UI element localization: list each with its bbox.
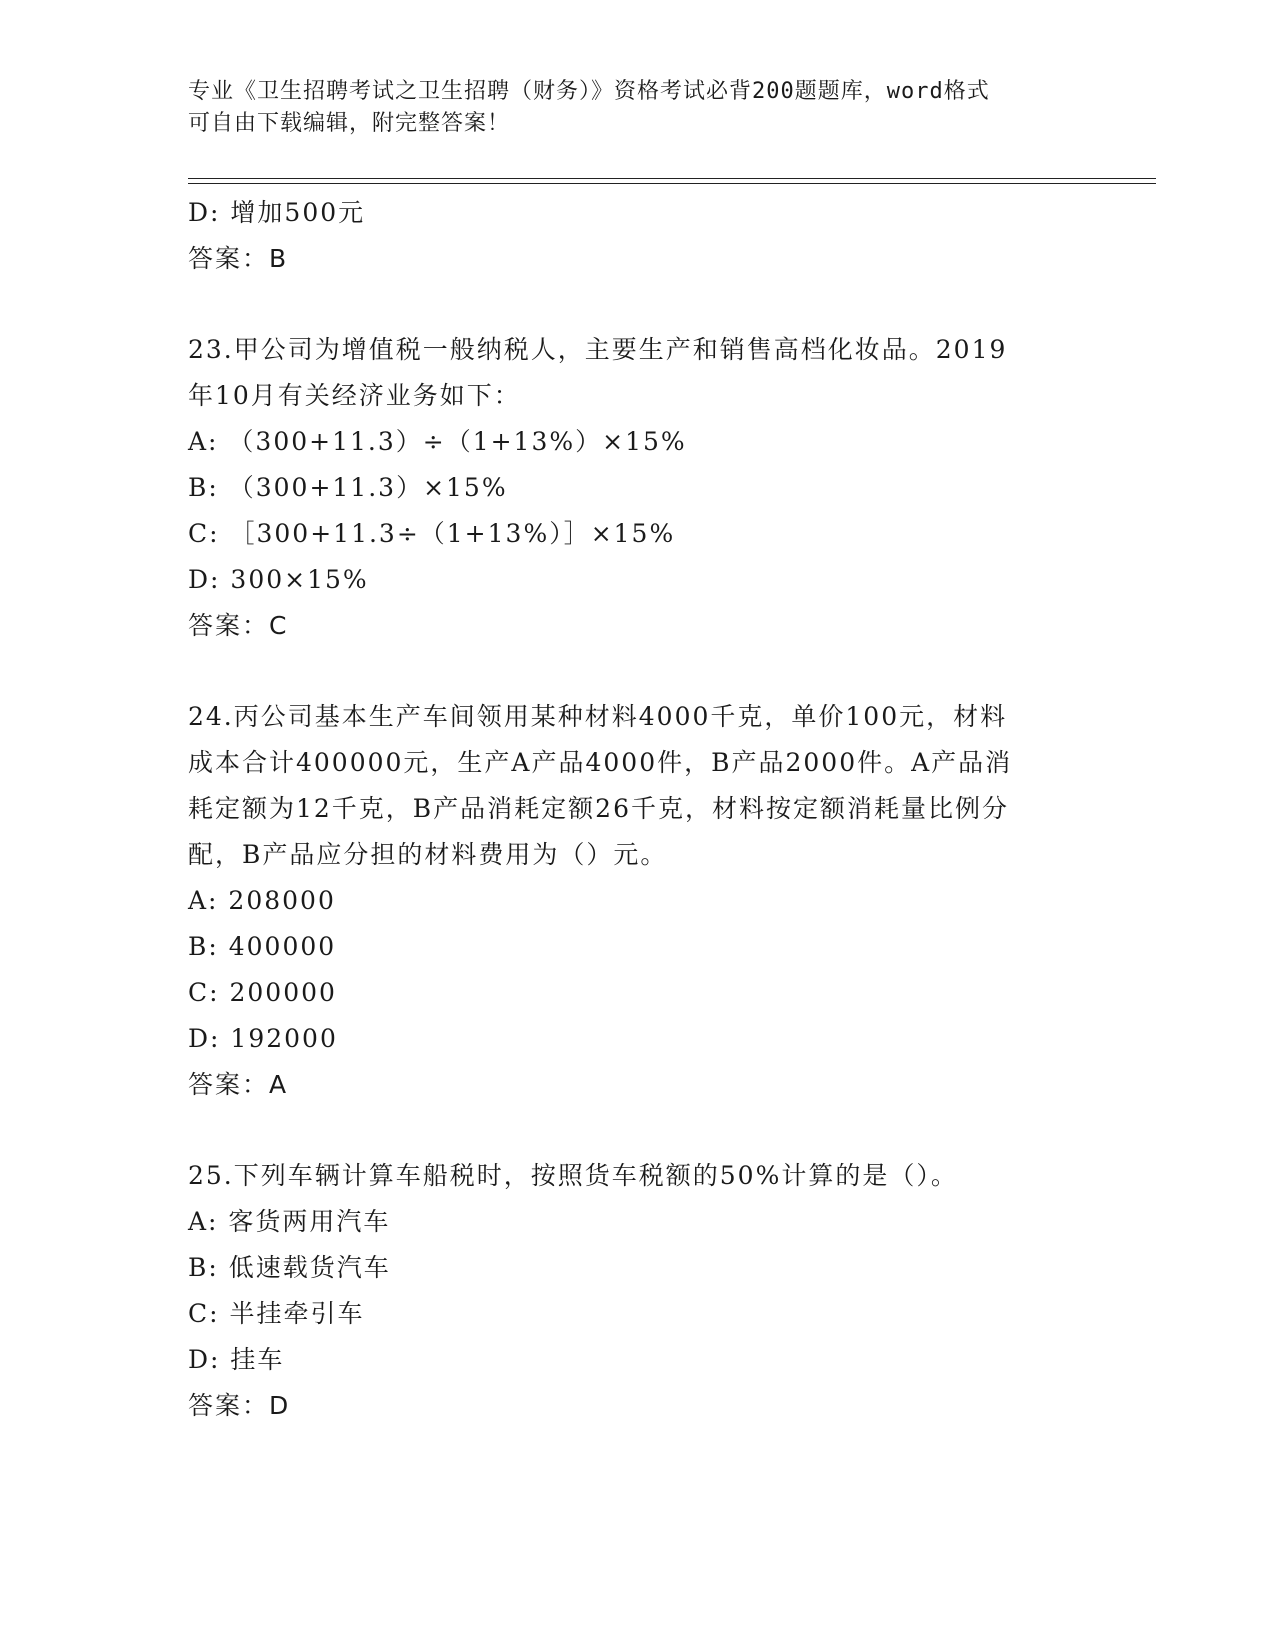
- document-body: [188, 190, 1088, 1429]
- option-a: A: 208000: [188, 886, 336, 915]
- option-b: B: 400000: [188, 932, 337, 961]
- document-header: [188, 76, 1088, 140]
- option-d: D: 192000: [188, 1024, 338, 1053]
- option-a: A: （300+11.3）÷（1+13%）×15%: [188, 427, 687, 456]
- question-stem-line-1: 25.下列车辆计算车船税时，按照货车税额的50%计算的是（）。: [188, 1161, 958, 1190]
- question-stem-line-1: 24.丙公司基本生产车间领用某种材料4000千克，单价100元，材料: [188, 702, 1008, 731]
- header-divider-top: [188, 178, 1156, 179]
- option-c: C: ［300+11.3÷（1+13%）］×15%: [188, 519, 676, 548]
- spacer: [188, 282, 1088, 327]
- question-23: [188, 327, 1088, 649]
- spacer: [188, 1108, 1088, 1153]
- option-d: D: 300×15%: [188, 565, 369, 594]
- question-24: [188, 694, 1088, 1108]
- option-d: D: 增加500元: [188, 198, 366, 227]
- question-22-tail: [188, 190, 1088, 282]
- answer-line: 答案：C: [188, 611, 289, 640]
- option-b: B: 低速载货汽车: [188, 1253, 391, 1282]
- question-25: [188, 1153, 1088, 1429]
- option-c: C: 半挂牵引车: [188, 1299, 365, 1328]
- header-title-line-1: 专业《卫生招聘考试之卫生招聘（财务）》资格考试必背200题题库，word格式: [188, 79, 990, 104]
- question-stem-line-3: 耗定额为12千克，B产品消耗定额26千克，材料按定额消耗量比例分: [188, 794, 1009, 823]
- answer-line: 答案：D: [188, 1391, 291, 1420]
- option-b: B: （300+11.3）×15%: [188, 473, 508, 502]
- spacer: [188, 649, 1088, 694]
- option-c: C: 200000: [188, 978, 337, 1007]
- option-a: A: 客货两用汽车: [188, 1207, 391, 1236]
- question-stem-line-4: 配，B产品应分担的材料费用为（）元。: [188, 840, 668, 869]
- question-stem-line-1: 23.甲公司为增值税一般纳税人，主要生产和销售高档化妆品。2019: [188, 335, 1008, 364]
- header-divider-bottom: [188, 183, 1156, 184]
- answer-line: 答案：A: [188, 1070, 289, 1099]
- option-d: D: 挂车: [188, 1345, 285, 1374]
- header-title-line-2: 可自由下载编辑，附完整答案！: [188, 111, 511, 136]
- question-stem-line-2: 成本合计400000元，生产A产品4000件，B产品2000件。A产品消: [188, 748, 1013, 777]
- question-stem-line-2: 年10月有关经济业务如下：: [188, 381, 521, 410]
- answer-line: 答案：B: [188, 244, 289, 273]
